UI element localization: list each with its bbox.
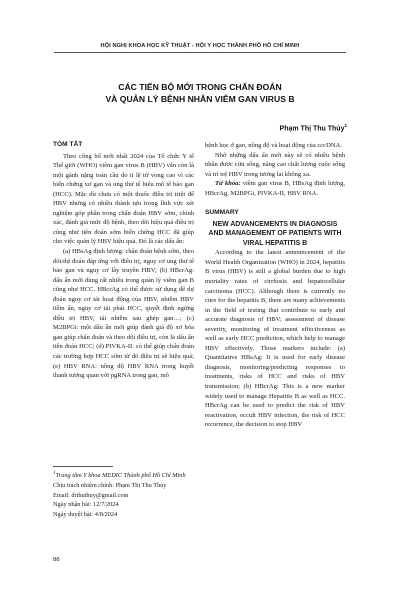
abstract-vi-paragraph-3: Nhờ những dấu ấn mới này sẽ có nhiều bệnh nhân được cứu sống, nâng cao chất lượng cuộc sống và trì trệ HBV trong tương lai không xa. (205, 151, 345, 178)
author-affiliation-mark: 1 (344, 123, 347, 128)
abstract-vi-paragraph-2: (a) HBsAg định lượng: chẩn đoán bệnh sớm, theo dõi/dự đoán đáp ứng với điều trị, nguy cơ ung thư tế bào gan và nguy cơ lây truyền HBV; (b) HBcrAg: dấu ấn mới dùng rất nhiều trong quản lý viêm gan B cũng như HCC. HBcrAg có thể được sử dụng để dự đoán nguy cơ tái hoạt động của HBV, nhiễm HBV tiềm ẩn, nguy cơ tái phát HCC, quyết định ngừng điều trị HBV, tái nhiễm sau ghép gan…; (c) M2BPGi: một dấu ấn mới giúp đánh giá độ xơ hóa gan giúp chẩn đoán và theo dõi điều trị, còn là dấu ấn tiên đoán HCC; (d) PIVKA-II: có thể giúp chẩn đoán các trường hợp HCC sớm từ đó điều trị sẽ hiệu quả; (e) HBV RNA: nồng độ HBV RNA trong huyết thanh tương quan với pgRNA trong gan, mô (53, 248, 194, 380)
abstract-vi-paragraph-2-continued: bệnh học ở gan, nồng độ và hoạt động của cccDNA. (205, 142, 342, 149)
keywords-label: Từ khóa: (215, 180, 241, 188)
right-column (205, 141, 345, 430)
title-line-2: VÀ QUẢN LÝ BỆNH NHÂN VIÊM GAN VIRUS B (105, 94, 295, 104)
footnote-affiliation (53, 469, 194, 481)
abstract-vi-heading: TÓM TẮT (53, 141, 83, 148)
page-number: 88 (53, 556, 60, 563)
footnote-affiliation-text: Trung tâm Y khoa MEDIC Thành phố Hồ Chí Minh (55, 472, 186, 480)
footnotes (53, 469, 194, 520)
footnote-rule (53, 466, 113, 467)
author-name (280, 123, 347, 132)
footnote-email: Email: drthuthuy@gmail.com (53, 491, 129, 499)
abstract-vi-paragraph-1: Theo công bố mới nhất 2024 của Tổ chức Y tế Thế giới (WHO) viêm gan virus B (HBV) vẫn còn là một gánh nặng toàn cầu do tỉ lệ tử vong cao vì các biến chứng xơ gan và ung thư tế biểu mô tế bào gan (HCC). Mặc dù chưa có một thuốc điều trị triệt để HBV nhưng có nhiều thành tựu trong lĩnh vực xét nghiệm góp phần trong chẩn đoán HBV sớm, chính xác, đánh giá mức độ bệnh, theo dõi hiệu quả điều trị cũng như tiên đoán sớm biến chứng HCC đã giúp cho việc quản lý HBV hiệu quả. Đó là các dấu ấn: (53, 152, 194, 246)
running-header: HỘI NGHỊ KHOA HỌC KỸ THUẬT - HỘI Y HỌC THÀNH PHỐ HỒ CHÍ MINH (100, 43, 300, 49)
abstract-en-title: NEW ADVANCEMENTS IN DIAGNOSIS AND MANAGEMENT OF PATIENTS WITH VIRAL HEPATITIS B (208, 220, 342, 247)
abstract-en-heading: SUMMARY (205, 209, 239, 217)
footnote-accepted: Ngày duyệt bài: 4/8/2024 (53, 510, 118, 518)
author-text: Phạm Thị Thu Thủy (279, 125, 345, 133)
left-column (53, 140, 194, 381)
spacer (205, 198, 345, 208)
footnote-received: Ngày nhận bài: 12/7/2024 (53, 501, 119, 509)
header-rule (54, 52, 346, 53)
abstract-en-paragraph-1: According to the latest announcement of the World Health Organization (WHO) in 2024, hepatitis B virus (HBV) is still a global burden due to high mortality rates of cirrhosis and hepatocellular carcinoma (HCC). Although there is currently no cure for the hepatitis B, there are many achievements in the field of testing that contribute to early and accurate diagnosis of HBV; assessment of disease severity, monitoring of treatment effectiveness as well as early HCC prediction, which help to manage HBV effectively. Those markers include: (a) Quantitative HBsAg: It is used for early disease diagnosis, monitoring/predicting responses to treatments, risks of HCC and risks of HBV transmission; (b) HBcrAg: This is a new marker widely used to manage Hepatitis B as well as HCC. HBcrAg can be used to predict the risk of HBV reactivation, occult HBV infection, the risk of HCC recurrence, the decision to stop HBV (205, 249, 345, 429)
article-title (50, 81, 350, 105)
keywords (205, 179, 345, 198)
footnote-mark: 1 (53, 470, 56, 476)
keywords-text: viêm gan virus B, HBsAg định lượng, HBcrAg, M2BPGi, PIVKA-II, HBV RNA. (205, 180, 345, 197)
title-line-1: CÁC TIẾN BỘ MỚI TRONG CHẨN ĐOÁN (118, 82, 282, 92)
footnote-responsible: Chịu trách nhiệm chính: Phạm Thị Thu Thủy (53, 481, 167, 489)
